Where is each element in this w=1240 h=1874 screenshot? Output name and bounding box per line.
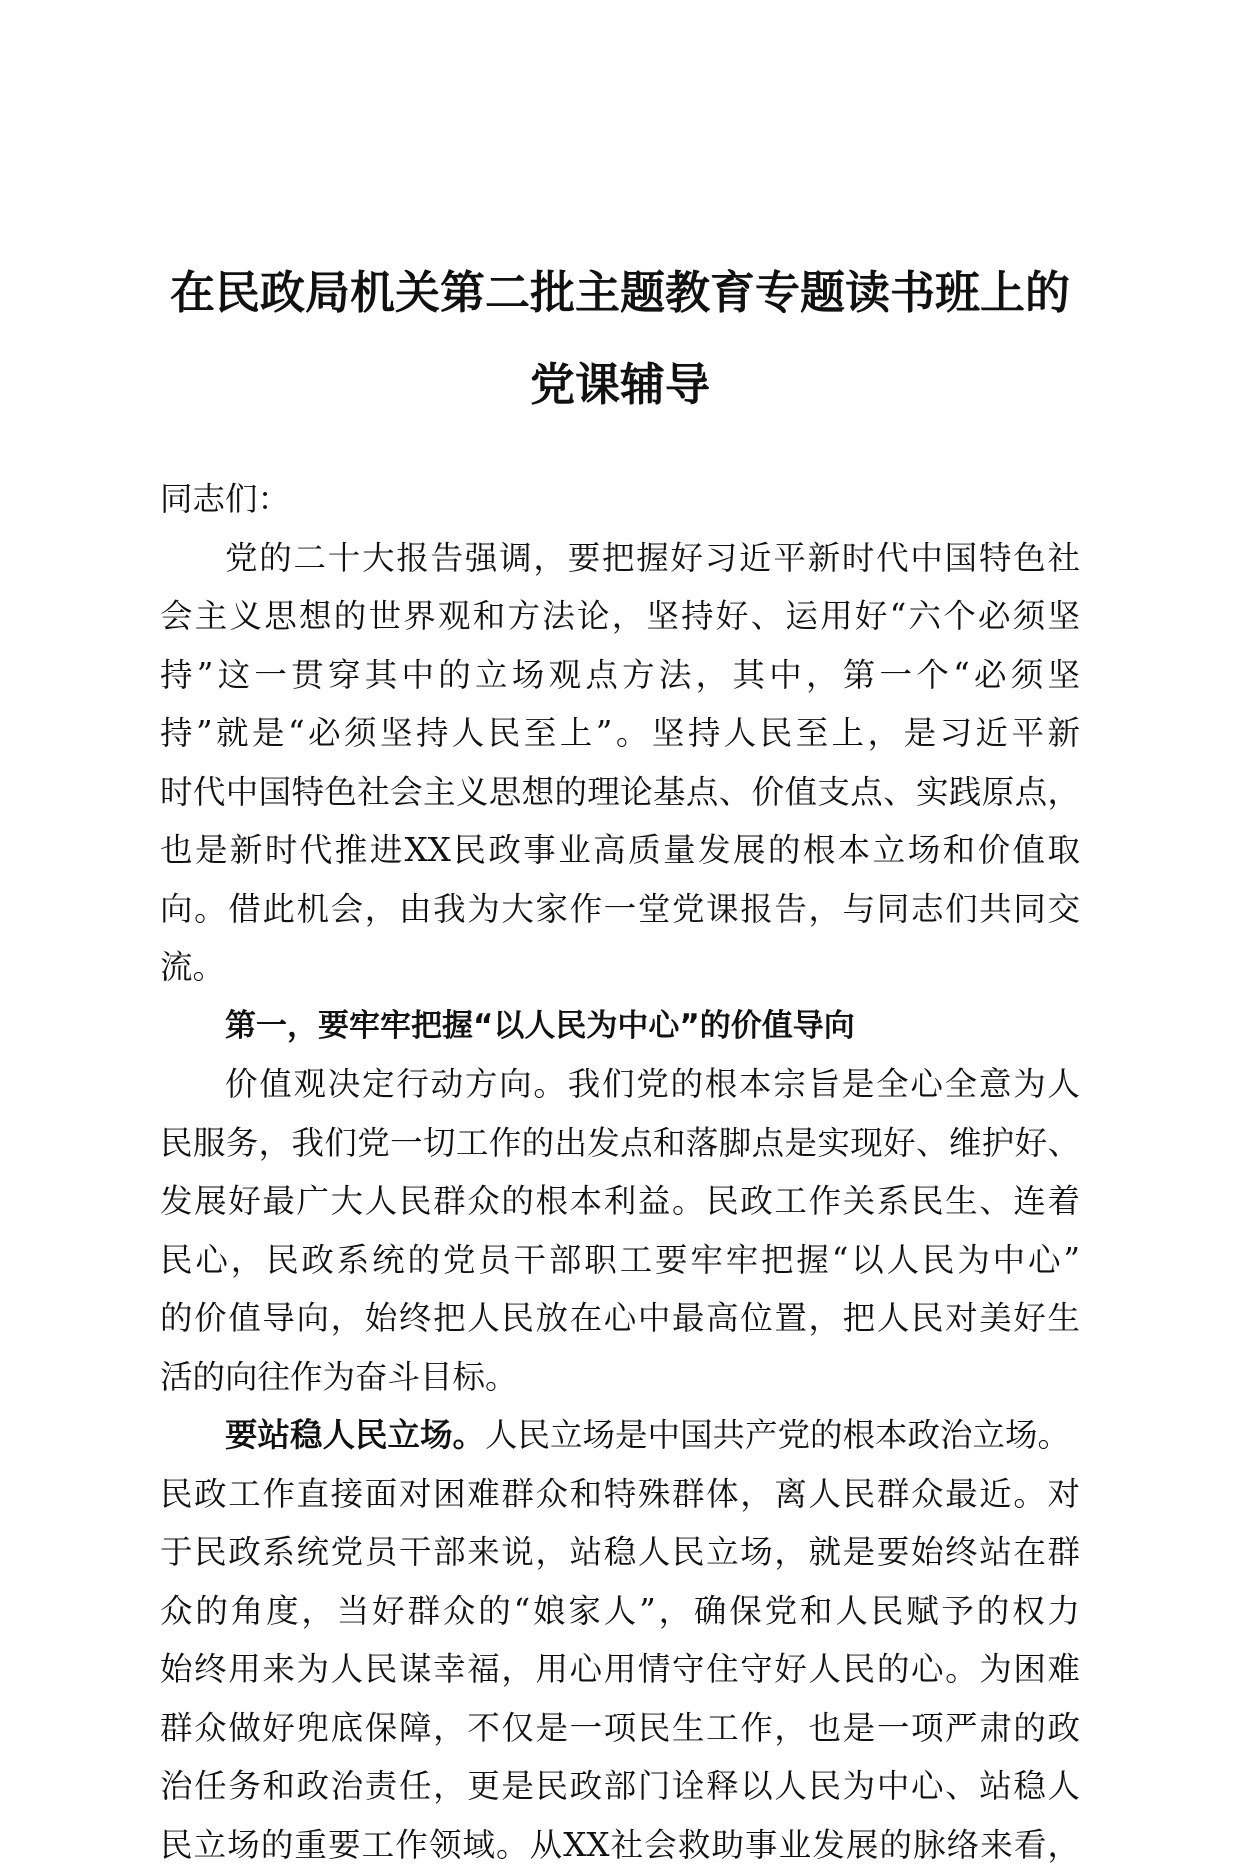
document-body (160, 470, 1080, 1874)
paragraph-line: 发展好最广大人民群众的根本利益。民政工作关系民生、连着 (160, 1172, 1080, 1231)
paragraph-line: 于民政系统党员干部来说，站稳人民立场，就是要始终站在群 (160, 1523, 1080, 1582)
bold-lead-phrase: 要站稳人民立场。 (225, 1415, 485, 1454)
document-title-line-2: 党课辅导 (120, 348, 1120, 413)
section-heading: 第一，要牢牢把握“以人民为中心”的价值导向 (160, 997, 1080, 1056)
paragraph-line: 会主义思想的世界观和方法论，坚持好、运用好“六个必须坚 (160, 587, 1080, 646)
paragraph-line: 持”这一贯穿其中的立场观点方法，其中，第一个“必须坚 (160, 646, 1080, 705)
paragraph-line: 始终用来为人民谋幸福，用心用情守住守好人民的心。为困难 (160, 1640, 1080, 1699)
paragraph-line: 也是新时代推进XX民政事业高质量发展的根本立场和价值取 (160, 821, 1080, 880)
document-title-line-1: 在民政局机关第二批主题教育专题读书班上的 (120, 256, 1120, 321)
paragraph-line: 流。 (160, 938, 1080, 997)
salutation: 同志们： (160, 470, 1080, 529)
paragraph-line: 众的角度，当好群众的“娘家人”，确保党和人民赋予的权力 (160, 1582, 1080, 1641)
paragraph-line: 活的向往作为奋斗目标。 (160, 1348, 1080, 1407)
paragraph-line: 民政工作直接面对困难群众和特殊群体，离人民群众最近。对 (160, 1465, 1080, 1524)
paragraph-line: 价值观决定行动方向。我们党的根本宗旨是全心全意为人 (160, 1055, 1080, 1114)
paragraph-line: 民服务，我们党一切工作的出发点和落脚点是实现好、维护好、 (160, 1114, 1080, 1173)
paragraph-line: 群众做好兜底保障，不仅是一项民生工作，也是一项严肃的政 (160, 1699, 1080, 1758)
paragraph-line: 向。借此机会，由我为大家作一堂党课报告，与同志们共同交 (160, 880, 1080, 939)
paragraph-line: 治任务和政治责任，更是民政部门诠释以人民为中心、站稳人 (160, 1757, 1080, 1816)
paragraph-line: 时代中国特色社会主义思想的理论基点、价值支点、实践原点， (160, 763, 1080, 822)
paragraph-line: 持”就是“必须坚持人民至上”。坚持人民至上，是习近平新 (160, 704, 1080, 763)
paragraph-line (160, 1406, 1080, 1465)
paragraph-text: 人民立场是中国共产党的根本政治立场。 (485, 1416, 1070, 1454)
paragraph-line: 党的二十大报告强调，要把握好习近平新时代中国特色社 (160, 529, 1080, 588)
paragraph-line: 民心，民政系统的党员干部职工要牢牢把握“以人民为中心” (160, 1231, 1080, 1290)
paragraph-line: 民立场的重要工作领域。从XX社会救助事业发展的脉络来看， (160, 1816, 1080, 1874)
paragraph-line: 的价值导向，始终把人民放在心中最高位置，把人民对美好生 (160, 1289, 1080, 1348)
